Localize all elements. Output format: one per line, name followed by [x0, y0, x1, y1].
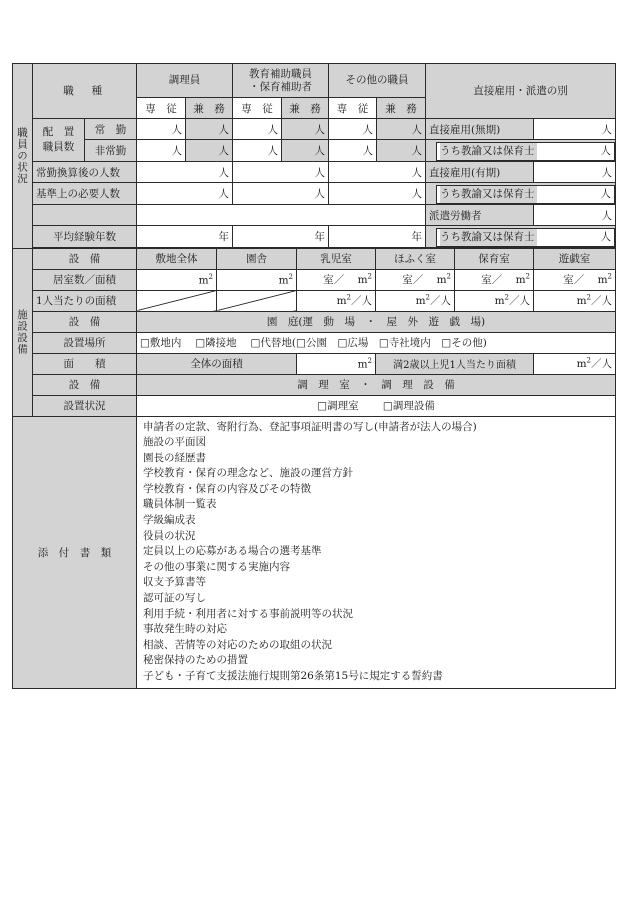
direct-permanent-teacher-label: うち教諭又は保育士 [440, 143, 537, 160]
avg-exp-cook[interactable]: 年 [137, 226, 233, 248]
play-per-person[interactable]: $m^2/$人 [534, 290, 616, 311]
col-building: 園舎 [217, 248, 297, 269]
col-assistant: 教育補助職員 ・保育補助者 [233, 64, 329, 98]
nonperm-cook-dual[interactable]: 人 [186, 140, 233, 162]
avg-exp-assistant[interactable]: 年 [233, 226, 329, 248]
direct-fixed-teacher-value[interactable]: 人 [600, 188, 611, 200]
infant-per-person[interactable]: $m^2/$人 [297, 290, 376, 311]
fte-cook[interactable]: 人 [137, 162, 233, 183]
col-site: 敷地全体 [137, 248, 217, 269]
attachment-item: 職員体制一覧表 [143, 498, 217, 511]
attachment-item: 利用手続・利用者に対する事前説明等の状況 [143, 607, 353, 620]
staff-section-label: 職員の状況 [13, 64, 33, 249]
nonperm-assistant-full[interactable]: 人 [233, 140, 282, 162]
crawling-per-person[interactable]: $m^2/$人 [376, 290, 455, 311]
staff-table [12, 63, 616, 249]
required-cook[interactable]: 人 [137, 183, 233, 205]
permanent-assistant-full[interactable]: 人 [233, 119, 282, 140]
required-label: 基準上の必要人数 [33, 183, 137, 205]
site-area[interactable]: $m^2$ [137, 269, 217, 290]
fte-assistant[interactable]: 人 [233, 162, 329, 183]
full-time-assistant: 専 従 [233, 98, 282, 119]
attachment-item: 秘密保持のための措置 [143, 654, 248, 667]
attachment-item: その他の事業に関する実施内容 [143, 560, 290, 573]
attachment-item: 学校教育・保育の理念など、施設の運営方針 [143, 467, 353, 480]
dispatch-row-spacer [137, 205, 426, 226]
area-label: 面 積 [33, 353, 137, 374]
required-assistant[interactable]: 人 [233, 183, 329, 205]
dual-other: 兼 務 [377, 98, 426, 119]
location-label: 設置場所 [33, 332, 137, 353]
dispatch-teacher-label: うち教諭又は保育士 [440, 229, 537, 246]
total-area-label: 全体の面積 [137, 353, 297, 374]
install-options[interactable]: □調理室 □調理設備 [137, 395, 616, 416]
job-type-header: 職 種 [33, 64, 137, 119]
attachment-item: 事故発生時の対応 [143, 623, 227, 636]
dual-assistant: 兼 務 [282, 98, 329, 119]
nursery-per-person[interactable]: $m^2/$人 [455, 290, 534, 311]
attachment-item: 役員の状況 [143, 529, 196, 542]
nursery-room-area[interactable]: 室／ $m^2$ [455, 269, 534, 290]
full-time-other: 専 従 [329, 98, 377, 119]
facility-section-label: 施設設備 [13, 248, 33, 416]
permanent-assistant-dual[interactable]: 人 [282, 119, 329, 140]
avg-exp-other[interactable]: 年 [329, 226, 426, 248]
direct-permanent-teacher-value[interactable]: 人 [600, 145, 611, 157]
building-area[interactable]: $m^2$ [217, 269, 297, 290]
col-play-room: 遊戯室 [534, 248, 616, 269]
col-crawling-room: ほふく室 [376, 248, 455, 269]
direct-fixed-teacher [426, 183, 616, 205]
attachment-item: 認可証の写し [143, 592, 206, 605]
nonperm-cook-full[interactable]: 人 [137, 140, 186, 162]
kitchen-equipment-label: 設 備 [33, 374, 137, 395]
infant-room-area[interactable]: 室／ $m^2$ [297, 269, 376, 290]
direct-permanent-label: 直接雇用(無期) [426, 119, 534, 140]
direct-fixed-teacher-label: うち教諭又は保育士 [440, 186, 537, 203]
permanent-label: 常 勤 [85, 119, 137, 140]
fte-label: 常勤換算後の人数 [33, 162, 137, 183]
direct-permanent-teacher [426, 140, 616, 162]
full-time-cook: 専 従 [137, 98, 186, 119]
dual-cook: 兼 務 [186, 98, 233, 119]
permanent-cook-dual[interactable]: 人 [186, 119, 233, 140]
dispatch-teacher-value[interactable]: 人 [600, 231, 611, 243]
col-other: その他の職員 [329, 64, 426, 98]
direct-fixed-label: 直接雇用(有期) [426, 162, 534, 183]
required-other[interactable]: 人 [329, 183, 426, 205]
attachment-item: 相談、苦情等の対応のための取組の状況 [143, 638, 332, 651]
attachment-item: 施設の平面図 [143, 436, 206, 449]
over2-area-label: 満2歳以上児1人当たり面積 [376, 353, 534, 374]
attachments-list [137, 416, 616, 688]
install-label: 設置状況 [33, 395, 137, 416]
nonperm-assistant-dual[interactable]: 人 [282, 140, 329, 162]
direct-permanent-value[interactable]: 人 [534, 119, 616, 140]
nonperm-other-dual[interactable]: 人 [377, 140, 426, 162]
attachment-item: 子ども・子育て支援法施行規則第26条第15号に規定する誓約書 [143, 670, 443, 682]
col-cook: 調理員 [137, 64, 233, 98]
play-room-area[interactable]: 室／ $m^2$ [534, 269, 616, 290]
attachment-item: 学級編成表 [143, 514, 196, 527]
permanent-cook-full[interactable]: 人 [137, 119, 186, 140]
dispatch-spacer [33, 205, 137, 226]
permanent-other-dual[interactable]: 人 [377, 119, 426, 140]
facility-table [12, 248, 616, 417]
nonperm-other-full[interactable]: 人 [329, 140, 377, 162]
application-form [12, 63, 615, 689]
attachments-table [12, 416, 616, 689]
crawling-room-area[interactable]: 室／ $m^2$ [376, 269, 455, 290]
dispatch-label: 派遣労働者 [426, 205, 534, 226]
site-per-person-na [137, 290, 217, 311]
col-nursery-room: 保育室 [455, 248, 534, 269]
dispatch-teacher [426, 226, 616, 248]
location-options[interactable]: □敷地内 □隣接地 □代替地(□公園 □広場 □寺社境内 □その他) [137, 332, 616, 353]
direct-header: 直接雇用・派遣の別 [426, 64, 616, 119]
kitchen-header: 調 理 室 ・ 調 理 設 備 [137, 374, 616, 395]
attachment-item: 園長の経歴書 [143, 451, 206, 464]
direct-fixed-value[interactable]: 人 [534, 162, 616, 183]
dispatch-value[interactable]: 人 [534, 205, 616, 226]
non-permanent-label: 非常勤 [85, 140, 137, 162]
garden-header: 園 庭(運 動 場 ・ 屋 外 遊 戯 場) [137, 311, 616, 332]
attachment-item: 申請者の定款、寄附行為、登記事項証明書の写し(申請者が法人の場合) [143, 420, 477, 433]
attachment-item: 定員以上の応募がある場合の選考基準 [143, 545, 322, 558]
attachment-item: 収支予算書等 [143, 576, 206, 589]
fte-other[interactable]: 人 [329, 162, 426, 183]
attachments-label: 添 付 書 類 [13, 416, 137, 688]
assigned-count-label: 配 置 職員数 [33, 119, 85, 162]
col-infant-room: 乳児室 [297, 248, 376, 269]
over2-area-value[interactable]: $m^2/$人 [534, 353, 616, 374]
per-person-label: 1人当たりの面積 [33, 290, 137, 311]
total-area-value[interactable]: $m^2$ [297, 353, 376, 374]
garden-equipment-label: 設 備 [33, 311, 137, 332]
equipment-header: 設 備 [33, 248, 137, 269]
building-per-person-na [217, 290, 297, 311]
attachment-item: 学校教育・保育の内容及びその特徴 [143, 482, 311, 495]
rooms-area-label: 居室数／面積 [33, 269, 137, 290]
permanent-other-full[interactable]: 人 [329, 119, 377, 140]
avg-exp-label: 平均経験年数 [33, 226, 137, 248]
